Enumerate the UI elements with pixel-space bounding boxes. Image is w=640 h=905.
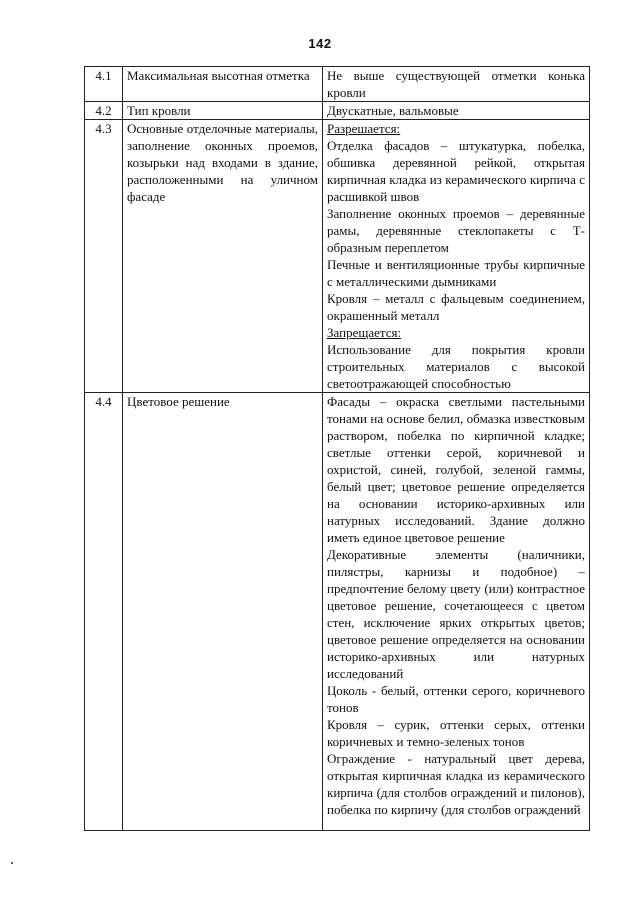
table-row xyxy=(85,102,590,120)
table-row xyxy=(85,67,590,102)
row-name: Тип кровли xyxy=(123,102,323,120)
description-paragraph: Фасады – окраска светлыми пастельными тонами на основе белил, обмазка известковым раствором, побелка по кирпичной кладке; светлые оттенки серой, коричневой и охристой, синей, голубой, зеленой гаммы, белый цвет; цветовое решение определяется на основании историко-архивных или натурных исследований. Здание должно иметь единое цветовое решение xyxy=(327,394,585,545)
scan-speck xyxy=(11,862,13,864)
row-description xyxy=(323,102,590,120)
allowed-paragraph: Заполнение оконных проемов – деревянные рамы, деревянные стеклопакеты с Т- образным переплетом xyxy=(327,206,585,255)
allowed-heading: Разрешается: xyxy=(327,121,401,136)
row-number: 4.4 xyxy=(85,393,123,831)
allowed-paragraph: Печные и вентиляционные трубы кирпичные с металлическими дымниками xyxy=(327,257,585,289)
row-name: Максимальная высотная отметка xyxy=(123,67,323,102)
row-description xyxy=(323,393,590,831)
description-paragraph: Кровля – сурик, оттенки серых, оттенки коричневых и темно-зеленых тонов xyxy=(327,717,585,749)
description-paragraph: Ограждение - натуральный цвет дерева, открытая кирпичная кладка из керамического кирпича (для столбов ограждений и пилонов), побелка по кирпичу (для столбов ограждений xyxy=(327,751,585,817)
row-number: 4.3 xyxy=(85,120,123,393)
allowed-paragraph: Кровля – металл с фальцевым соединением, окрашенный металл xyxy=(327,291,585,323)
row-name: Цветовое решение xyxy=(123,393,323,831)
description-paragraph: Декоративные элементы (наличники, пилястры, карнизы и подобное) – предпочтение белому цвету (или) контрастное цветовое решение, сочетающееся с цветом стен, исключение ярких открытых цветов; цветовое решение определяется на основании историко-архивных или натурных исследований xyxy=(327,547,585,681)
description-paragraph: Цоколь - белый, оттенки серого, коричневого тонов xyxy=(327,683,585,715)
row-description xyxy=(323,67,590,102)
description-paragraph: Не выше существующей отметки конька кровли xyxy=(327,68,585,100)
row-number: 4.2 xyxy=(85,102,123,120)
description-paragraph: Двускатные, вальмовые xyxy=(327,103,459,118)
requirements-table xyxy=(84,66,590,831)
row-description xyxy=(323,120,590,393)
forbidden-heading: Запрещается: xyxy=(327,325,402,340)
page-number: 142 xyxy=(308,36,332,51)
row-number: 4.1 xyxy=(85,67,123,102)
table-row xyxy=(85,120,590,393)
table-row xyxy=(85,393,590,831)
forbidden-paragraph: Использование для покрытия кровли строительных материалов с высокой светоотражающей способностью xyxy=(327,342,585,391)
allowed-paragraph: Отделка фасадов – штукатурка, побелка, обшивка деревянной рейкой, открытая кирпичная кладка из керамического кирпича с расшивкой швов xyxy=(327,138,585,204)
row-name: Основные отделочные материалы, заполнение оконных проемов, козырьки над входами в здание, расположенными на уличном фасаде xyxy=(123,120,323,393)
